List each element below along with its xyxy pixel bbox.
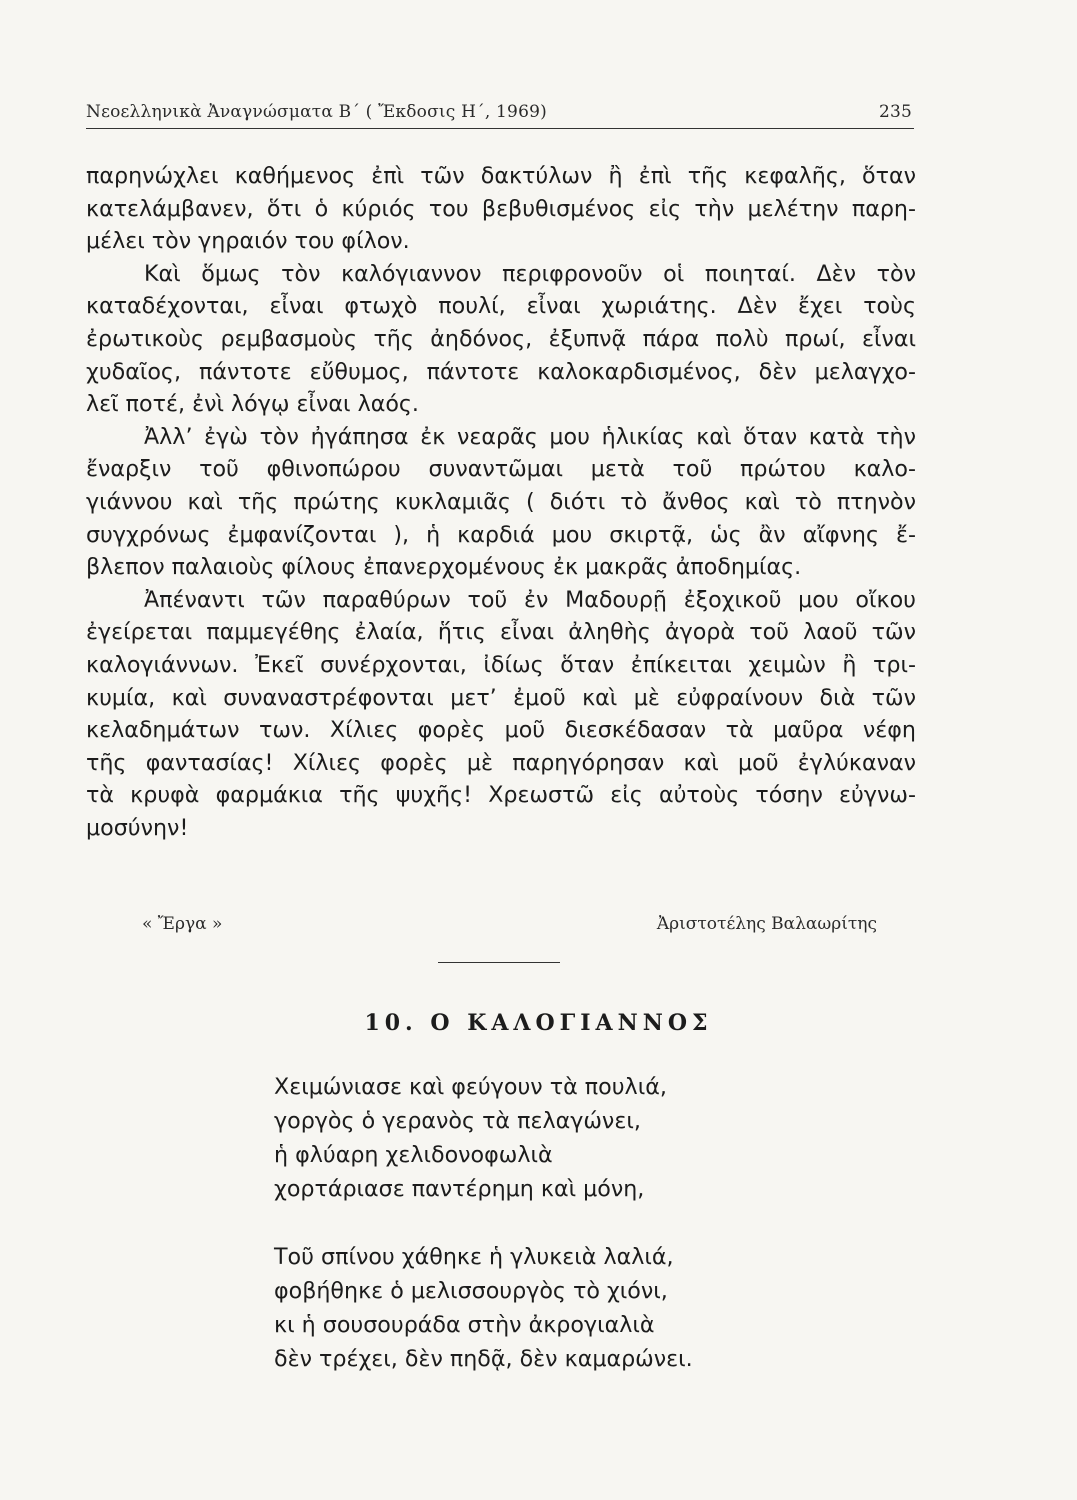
body-line: ἐρωτικοὺς ρεμβασμοὺς τῆς ἀηδόνος, ἐξυπνᾷ πάρα πολὺ πρωί, εἶναι <box>86 325 916 352</box>
poem-line: δὲν τρέχει, δὲν πηδᾷ, δὲν καμαρώνει. <box>274 1346 693 1372</box>
poem-line: κι ἡ σουσουράδα στὴν ἀκρογιαλιὰ <box>274 1312 655 1338</box>
poem-line: χορτάριασε παντέρημη καὶ μόνη, <box>274 1176 645 1202</box>
body-line: γιάννου καὶ τῆς πρώτης κυκλαμιᾶς ( διότι τὸ ἄνθος καὶ τὸ πτηνὸν <box>86 488 916 515</box>
body-line: βλεπον παλαιοὺς φίλους ἐπανερχομένους ἐκ μακρᾶς ἀποδημίας. <box>86 554 802 581</box>
body-line: τὰ κρυφὰ φαρμάκια τῆς ψυχῆς! Χρεωστῶ εἰς αὐτοὺς τόσην εὐγνω- <box>86 782 916 809</box>
body-line: Ἀλλ’ ἐγὼ τὸν ἠγάπησα ἐκ νεαρᾶς μου ἡλικίας καὶ ὅταν κατὰ τὴν <box>144 423 916 450</box>
body-line: καλογιάννων. Ἐκεῖ συνέρχονται, ἰδίως ὅταν ἐπίκειται χειμὼν ἢ τρι- <box>86 651 916 678</box>
body-line: παρηνώχλει καθήμενος ἐπὶ τῶν δακτύλων ἢ ἐπὶ τῆς κεφαλῆς, ὅταν <box>86 163 916 189</box>
body-text <box>86 160 916 844</box>
body-line: μοσύνην! <box>86 814 189 841</box>
header-rule <box>86 128 914 129</box>
poem-stanza-2 <box>274 1240 794 1376</box>
body-line: λεῖ ποτέ, ἐνὶ λόγῳ εἶναι λαός. <box>86 391 419 418</box>
body-line: ἐγείρεται παμμεγέθης ἐλαία, ἥτις εἶναι ἀληθὴς ἀγορὰ τοῦ λαοῦ τῶν <box>86 619 916 646</box>
poem-line: φοβήθηκε ὁ μελισσουργὸς τὸ χιόνι, <box>274 1278 668 1304</box>
body-line: κελαδημάτων των. Χίλιες φορὲς μοῦ διεσκέδασαν τὰ μαῦρα νέφη <box>86 717 916 744</box>
body-line: χυδαῖος, πάντοτε εὔθυμος, πάντοτε καλοκαρδισμένος, δὲν μελαγχο- <box>86 358 916 385</box>
poem-stanza-1 <box>274 1070 794 1206</box>
page-number: 235 <box>878 102 912 122</box>
body-line: Ἀπέναντι τῶν παραθύρων τοῦ ἐν Μαδουρῇ ἐξοχικοῦ μου οἴκου <box>144 586 916 613</box>
poem-line: ἡ φλύαρη χελιδονοφωλιὰ <box>274 1142 553 1168</box>
body-line: κατελάμβανεν, ὅτι ὁ κύριός του βεβυθισμένος εἰς τὴν μελέτην παρη- <box>86 195 916 222</box>
body-line: μέλει τὸν γηραιόν του φίλον. <box>86 228 410 255</box>
body-line: τῆς φαντασίας! Χίλιες φορὲς μὲ παρηγόρησαν καὶ μοῦ ἐγλύκαναν <box>86 749 916 776</box>
body-line: Καὶ ὅμως τὸν καλόγιαννον περιφρονοῦν οἱ ποιηταί. Δὲν τὸν <box>144 260 916 287</box>
source-attribution <box>142 914 877 934</box>
work-title: « Ἔργα » <box>142 914 223 934</box>
running-title: Νεοελληνικὰ Ἀναγνώσματα Β΄ ( Ἔκδοσις Η΄, 1969) <box>86 102 547 122</box>
author-name: Ἀριστοτέλης Βαλαωρίτης <box>656 914 877 934</box>
poem-line: Τοῦ σπίνου χάθηκε ἡ γλυκειὰ λαλιά, <box>274 1244 674 1270</box>
running-header <box>86 102 914 122</box>
section-heading: 10. Ο ΚΑΛΟΓΙΑΝΝΟΣ <box>364 1010 713 1036</box>
poem-line: Χειμώνιασε καὶ φεύγουν τὰ πουλιά, <box>274 1074 667 1100</box>
poem-line: γοργὸς ὁ γερανὸς τὰ πελαγώνει, <box>274 1108 641 1134</box>
body-line: ἔναρξιν τοῦ φθινοπώρου συναντῶμαι μετὰ τοῦ πρώτου καλο- <box>86 456 916 483</box>
body-line: συγχρόνως ἐμφανίζονται ), ἡ καρδιά μου σκιρτᾷ, ὡς ἂν αἴφνης ἔ- <box>86 521 916 548</box>
section-separator <box>438 962 560 963</box>
body-line: κυμία, καὶ συναναστρέφονται μετ’ ἐμοῦ καὶ μὲ εὐφραίνουν διὰ τῶν <box>86 684 916 711</box>
body-line: καταδέχονται, εἶναι φτωχὸ πουλί, εἶναι χωριάτης. Δὲν ἔχει τοὺς <box>86 293 916 320</box>
